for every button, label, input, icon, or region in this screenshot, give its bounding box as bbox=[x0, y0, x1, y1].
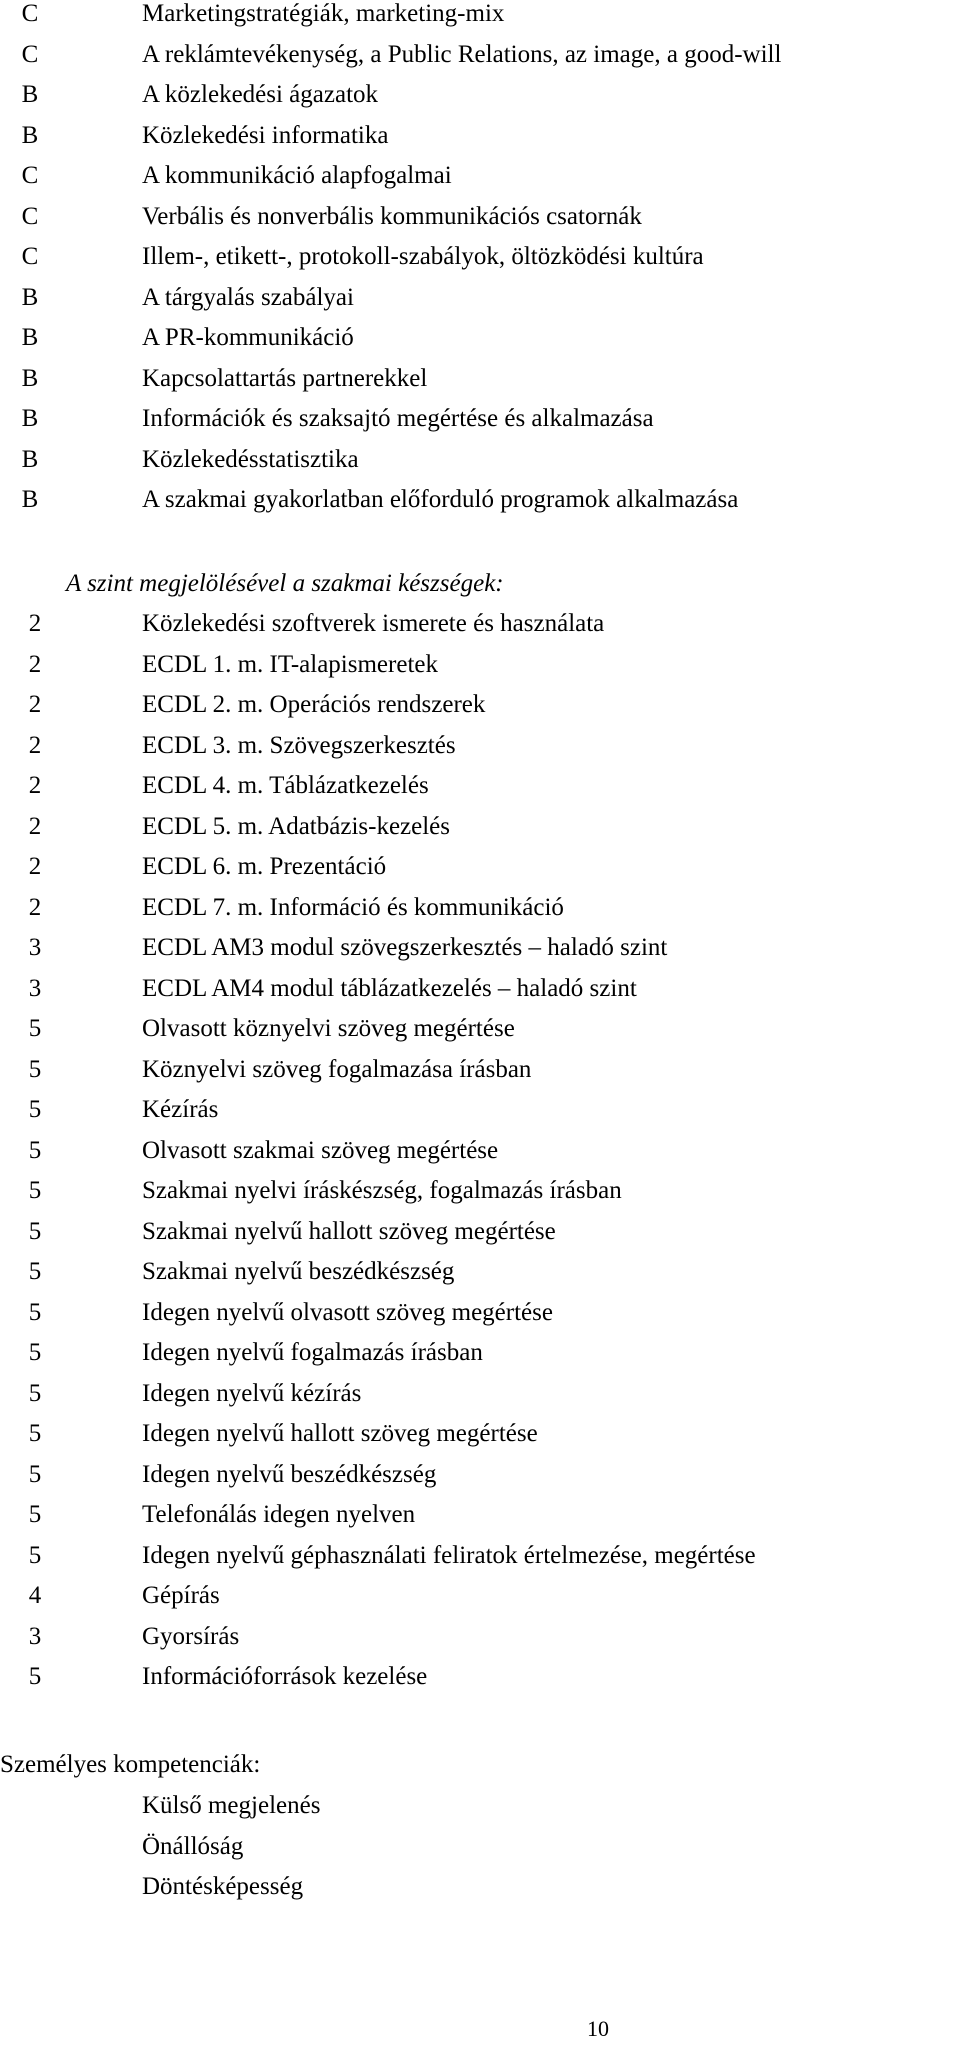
item-text: Szakmai nyelvű hallott szöveg megértése bbox=[142, 1218, 556, 1245]
personal-competency-item: Önállóság bbox=[142, 1833, 244, 1860]
item-text: Közlekedési szoftverek ismerete és használata bbox=[142, 610, 605, 637]
level-number: 2 bbox=[28, 853, 42, 880]
item-text: Információk és szaksajtó megértése és alkalmazása bbox=[142, 405, 654, 432]
level-code: B bbox=[21, 446, 39, 473]
level-code: C bbox=[21, 41, 39, 68]
level-number: 4 bbox=[28, 1582, 42, 1609]
level-number: 5 bbox=[28, 1663, 42, 1690]
level-number: 2 bbox=[28, 813, 42, 840]
level-code: B bbox=[21, 324, 39, 351]
item-text: Olvasott szakmai szöveg megértése bbox=[142, 1137, 499, 1164]
level-code: B bbox=[21, 365, 39, 392]
level-number: 2 bbox=[28, 772, 42, 799]
level-code: B bbox=[21, 405, 39, 432]
item-text: Marketingstratégiák, marketing-mix bbox=[142, 0, 505, 27]
item-text: Kapcsolattartás partnerekkel bbox=[142, 365, 428, 392]
level-number: 5 bbox=[28, 1258, 42, 1285]
item-text: ECDL 4. m. Táblázatkezelés bbox=[142, 772, 429, 799]
level-code: B bbox=[21, 284, 39, 311]
level-code: B bbox=[21, 81, 39, 108]
level-code: B bbox=[21, 486, 39, 513]
item-text: Illem-, etikett-, protokoll-szabályok, öltözködési kultúra bbox=[142, 243, 704, 270]
level-number: 3 bbox=[28, 934, 42, 961]
item-text: A reklámtevékenység, a Public Relations, az image, a good-will bbox=[142, 41, 782, 68]
level-code: C bbox=[21, 203, 39, 230]
personal-competencies-heading: Személyes kompetenciák: bbox=[0, 1751, 261, 1778]
item-text: A kommunikáció alapfogalmai bbox=[142, 162, 452, 189]
item-text: Idegen nyelvű kézírás bbox=[142, 1380, 362, 1407]
item-text: A közlekedési ágazatok bbox=[142, 81, 379, 108]
item-text: ECDL AM3 modul szövegszerkesztés – haladó szint bbox=[142, 934, 668, 961]
level-number: 2 bbox=[28, 691, 42, 718]
item-text: Közlekedési informatika bbox=[142, 122, 389, 149]
level-number: 5 bbox=[28, 1339, 42, 1366]
level-code: B bbox=[21, 122, 39, 149]
item-text: Köznyelvi szöveg fogalmazása írásban bbox=[142, 1056, 532, 1083]
item-text: ECDL AM4 modul táblázatkezelés – haladó szint bbox=[142, 975, 637, 1002]
item-text: A PR-kommunikáció bbox=[142, 324, 354, 351]
level-code: C bbox=[21, 243, 39, 270]
item-text: Idegen nyelvű beszédkészség bbox=[142, 1461, 437, 1488]
personal-competency-item: Döntésképesség bbox=[142, 1873, 304, 1900]
item-text: Közlekedésstatisztika bbox=[142, 446, 359, 473]
level-number: 5 bbox=[28, 1461, 42, 1488]
item-text: Telefonálás idegen nyelven bbox=[142, 1501, 416, 1528]
skills-heading: A szint megjelölésével a szakmai készségek: bbox=[66, 570, 504, 597]
item-text: Kézírás bbox=[142, 1096, 219, 1123]
personal-competency-item: Külső megjelenés bbox=[142, 1792, 321, 1819]
level-code: C bbox=[21, 0, 39, 27]
level-number: 2 bbox=[28, 651, 42, 678]
item-text: Információforrások kezelése bbox=[142, 1663, 428, 1690]
level-number: 5 bbox=[28, 1299, 42, 1326]
level-number: 2 bbox=[28, 894, 42, 921]
level-number: 5 bbox=[28, 1218, 42, 1245]
level-number: 5 bbox=[28, 1420, 42, 1447]
level-number: 3 bbox=[28, 975, 42, 1002]
item-text: Idegen nyelvű hallott szöveg megértése bbox=[142, 1420, 538, 1447]
level-number: 5 bbox=[28, 1096, 42, 1123]
level-number: 2 bbox=[28, 732, 42, 759]
item-text: Szakmai nyelvű beszédkészség bbox=[142, 1258, 455, 1285]
level-number: 5 bbox=[28, 1137, 42, 1164]
page-number: 10 bbox=[587, 2016, 609, 2041]
item-text: A tárgyalás szabályai bbox=[142, 284, 354, 311]
level-number: 3 bbox=[28, 1623, 42, 1650]
item-text: ECDL 1. m. IT-alapismeretek bbox=[142, 651, 438, 678]
item-text: ECDL 7. m. Információ és kommunikáció bbox=[142, 894, 564, 921]
item-text: ECDL 6. m. Prezentáció bbox=[142, 853, 387, 880]
level-code: C bbox=[21, 162, 39, 189]
item-text: Idegen nyelvű géphasználati feliratok értelmezése, megértése bbox=[142, 1542, 756, 1569]
level-number: 2 bbox=[28, 610, 42, 637]
level-number: 5 bbox=[28, 1177, 42, 1204]
item-text: A szakmai gyakorlatban előforduló programok alkalmazása bbox=[142, 486, 739, 513]
item-text: Idegen nyelvű fogalmazás írásban bbox=[142, 1339, 483, 1366]
item-text: Szakmai nyelvi íráskészség, fogalmazás írásban bbox=[142, 1177, 622, 1204]
item-text: ECDL 2. m. Operációs rendszerek bbox=[142, 691, 486, 718]
level-number: 5 bbox=[28, 1542, 42, 1569]
level-number: 5 bbox=[28, 1015, 42, 1042]
item-text: ECDL 3. m. Szövegszerkesztés bbox=[142, 732, 456, 759]
item-text: Gyorsírás bbox=[142, 1623, 240, 1650]
item-text: Verbális és nonverbális kommunikációs csatornák bbox=[142, 203, 642, 230]
item-text: Olvasott köznyelvi szöveg megértése bbox=[142, 1015, 515, 1042]
level-number: 5 bbox=[28, 1501, 42, 1528]
item-text: Gépírás bbox=[142, 1582, 220, 1609]
level-number: 5 bbox=[28, 1380, 42, 1407]
level-number: 5 bbox=[28, 1056, 42, 1083]
item-text: ECDL 5. m. Adatbázis-kezelés bbox=[142, 813, 451, 840]
item-text: Idegen nyelvű olvasott szöveg megértése bbox=[142, 1299, 553, 1326]
